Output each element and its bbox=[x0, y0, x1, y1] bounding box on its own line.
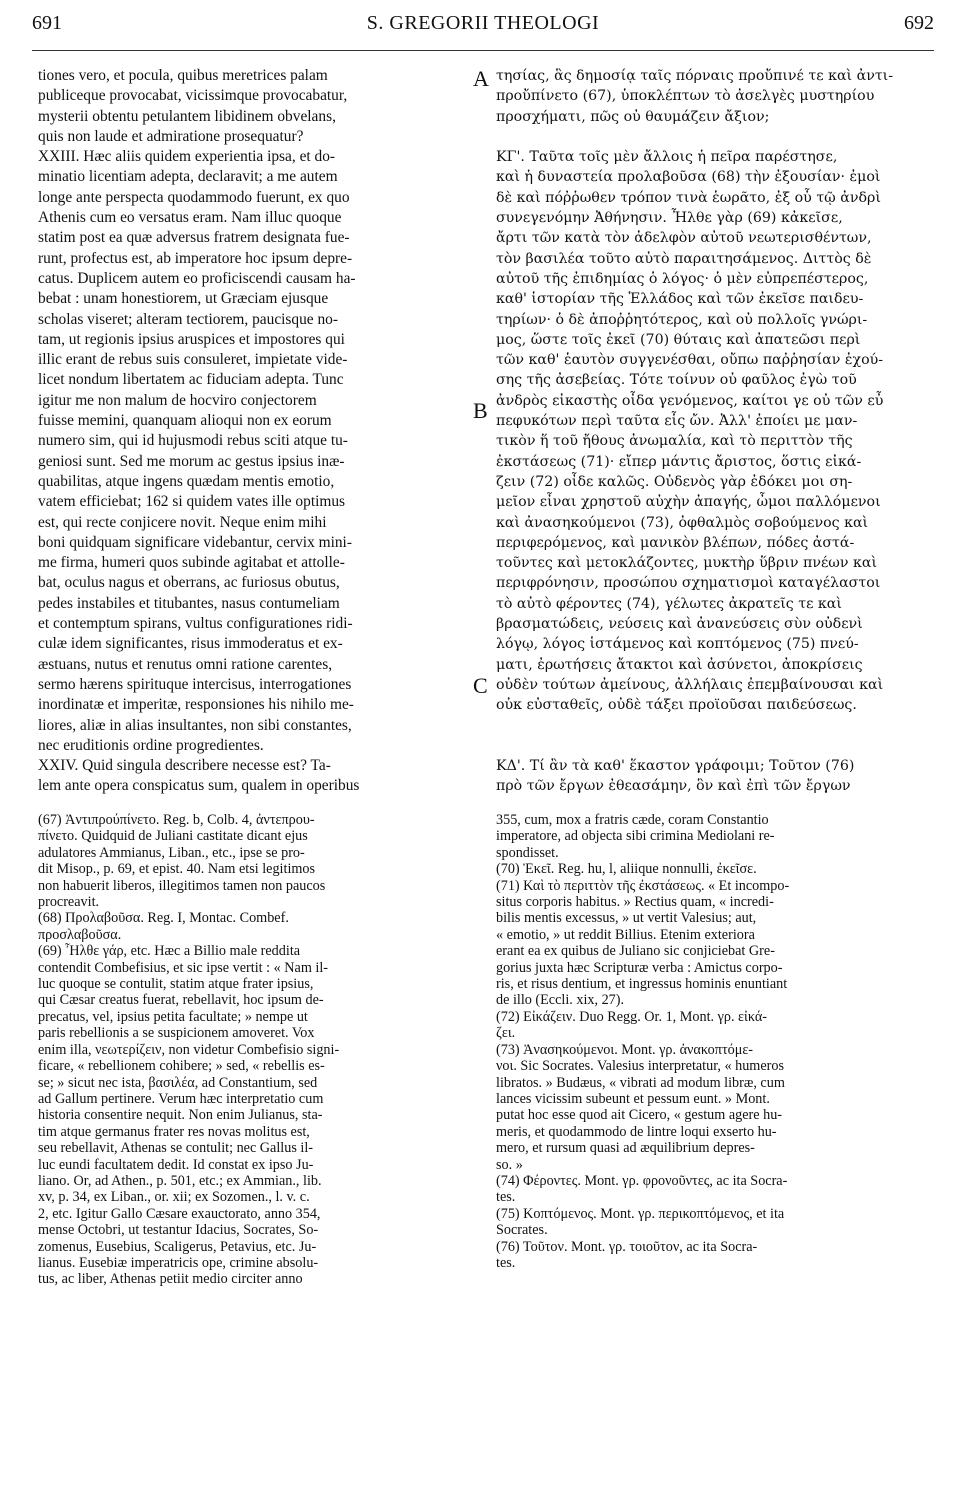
greek-line bbox=[496, 736, 932, 756]
greek-line: προσχήματι, πῶς οὐ θαυμάζειν ἄξιον; bbox=[496, 108, 770, 125]
footnote-line: xv, p. 34, ex Liban., or. xii; ex Sozomen., l. v. c. bbox=[38, 1189, 310, 1206]
latin-line: publiceque provocabat, vicissimque provocabatur, bbox=[38, 87, 348, 105]
margin-marker-b: B bbox=[473, 398, 488, 423]
footnote-line: (76) Τοῦτον. Mont. γρ. τοιοῦτον, ac ita Socra- bbox=[496, 1238, 758, 1255]
latin-line: XXIV. Quid singula describere necesse est? Ta- bbox=[38, 757, 331, 775]
greek-line: ἀνδρὸς εἰκαστὴς οἶδα γενόμενος, καίτοι γε οὐ τῶν εὖ bbox=[496, 392, 884, 409]
margin-marker-c: C bbox=[473, 673, 488, 698]
latin-line: longe ante perspecta quodammodo fuerunt, ex quo bbox=[38, 188, 350, 206]
footnote-line: adulatores Ammianus, Liban., etc., ipse se pro- bbox=[38, 844, 305, 861]
footnote-line: liano. Or, ad Athen., p. 501, etc.; ex Ammian., lib. bbox=[38, 1172, 322, 1189]
latin-line: lem ante opera conspicatus sum, qualem in operibus bbox=[38, 777, 360, 795]
greek-line: τηρίων· ὁ δὲ ἀποῤῥητότερος, καὶ οὐ πολλοῖς γνώρι- bbox=[496, 311, 868, 328]
footnotes-left-column bbox=[38, 812, 468, 1288]
footnote-line: lianus. Eusebiæ imperatricis ope, crimine absolu- bbox=[38, 1254, 319, 1271]
footnote-line: putat hoc esse quod ait Cicero, « gestum agere hu- bbox=[496, 1107, 783, 1124]
footnote-line: tim atque germanus frater res novas molitus est, bbox=[38, 1123, 310, 1140]
footnote-line: erant ea ex quibus de Juliano sic conjiciebat Gre- bbox=[496, 943, 775, 960]
footnote-line: tus, ac liber, Athenas petiit medio circiter anno bbox=[38, 1271, 303, 1288]
footnote-line: « emotio, » ut reddit Billius. Etenim exteriora bbox=[496, 926, 755, 943]
latin-line: tiones vero, et pocula, quibus meretrices palam bbox=[38, 67, 328, 84]
footnote-line: (73) Ἀνασηκούμενοι. Mont. γρ. ἀνακοπτόμε- bbox=[496, 1041, 754, 1058]
latin-line: runt, profectus est, ab imperatore hoc ipsum depre- bbox=[38, 249, 353, 267]
greek-line: ἐκστάσεως (71)· εἴπερ μάντις ἄριστος, ὅστις εἰκά- bbox=[496, 453, 862, 470]
greek-line: λόγῳ, λόγος ἱστάμενος καὶ κοπτόμενος (75) πνεύ- bbox=[496, 636, 859, 653]
latin-line: fuisse memini, quanquam alioqui non ex eorum bbox=[38, 412, 332, 430]
latin-text-column bbox=[38, 66, 468, 797]
footnote-line: seu rebellavit, Athenas se contulit; nec Gallus il- bbox=[38, 1140, 314, 1157]
latin-line: minatio licentiam adepta, declaravit; a me autem bbox=[38, 168, 338, 186]
greek-line: τῶν καθ' ἑαυτὸν συγγενέσθαι, οὔπω παῤῥησίαν ἐχού- bbox=[496, 352, 884, 369]
page-number-right: 692 bbox=[904, 12, 934, 34]
footnotes-right-column bbox=[496, 812, 932, 1271]
page-number-left: 691 bbox=[32, 12, 62, 34]
footnote-line: spondisset. bbox=[496, 844, 559, 861]
latin-line: quabilitas, atque ingens quædam mentis emotio, bbox=[38, 472, 335, 490]
greek-line: καθ' ἱστορίαν τῆς Ἑλλάδος καὶ τῶν ἐκεῖσε παιδευ- bbox=[496, 291, 864, 308]
footnote-line: qui Cæsar creatus fuerat, rebellavit, hoc ipsum de- bbox=[38, 992, 324, 1009]
greek-line: οὐδὲν τούτων ἀμείνους, ἀλλήλαις ἐπεμβαίνουσαι καὶ bbox=[496, 676, 884, 693]
latin-line: scholas viseret; alteram tectiorem, paucisque no- bbox=[38, 310, 339, 328]
footnote-line: luc eundi facultatem dedit. Id constat ex ipso Ju- bbox=[38, 1156, 314, 1173]
footnote-line: (71) Καὶ τὸ περιττὸν τῆς ἐκστάσεως. « Et incompo- bbox=[496, 877, 790, 894]
footnote-line: gorius juxta hæc Scripturæ verba : Amictus corpo- bbox=[496, 959, 783, 976]
greek-line: ΚΔ'. Τί ἂν τὰ καθ' ἕκαστον γράφοιμι; Τοῦτον (76) bbox=[496, 758, 855, 775]
footnote-line: situs corporis habitus. » Rectius quam, « incredi- bbox=[496, 894, 774, 911]
footnote-line: (67) Ἀντιπρούπίνετο. Reg. b, Colb. 4, ἀντεπρου- bbox=[38, 812, 315, 828]
latin-line: licet nondum libertatem ac fiduciam adepta. Tunc bbox=[38, 371, 344, 389]
footnote-line: dit Misop., p. 69, et epist. 40. Nam etsi legitimos bbox=[38, 861, 316, 878]
latin-line: boni quidquam significare videbantur, cervix mini- bbox=[38, 533, 352, 551]
latin-line: statim post ea quæ adversus fratrem designata fue- bbox=[38, 229, 350, 247]
footnote-line: 355, cum, mox a fratris cæde, coram Constantio bbox=[496, 812, 769, 828]
latin-line: mysterii obtentu petulantem libidinem obvelans, bbox=[38, 107, 336, 125]
greek-line: τὸ αὐτὸ φέροντες (74), γέλωτες ἀκρατεῖς τε καὶ bbox=[496, 595, 842, 612]
greek-line: περιφρόνησιν, προσώπου σχηματισμοὶ καταγέλαστοι bbox=[496, 575, 881, 592]
greek-line: τοῦντες καὶ μετοκλάζοντες, μυκτὴρ ὕβριν πνέων καὶ bbox=[496, 555, 878, 572]
greek-line: τικὸν ἥ τοῦ ἤθους ἀνωμαλία, καὶ τὸ περιττὸν τῆς bbox=[496, 433, 853, 450]
greek-line: πρὸ τῶν ἔργων ἐθεασάμην, ὃν καὶ ἐπὶ τῶν ἔργων bbox=[496, 778, 851, 795]
latin-line: me firma, humeri quos subinde agitabat et attolle- bbox=[38, 554, 345, 572]
page-title: S. GREGORII THEOLOGI bbox=[366, 12, 600, 34]
greek-line: προὔπίνετο (67), ὑποκλέπτων τὸ ἀσελγὲς μυστηρίου bbox=[496, 88, 875, 105]
footnote-line: νοι. Sic Socrates. Valesius interpretatur, « humeros bbox=[496, 1058, 784, 1075]
greek-line: τὸν βασιλέα τοῦτο αὐτὸ παραιτησάμενος. Διττὸς δὲ bbox=[496, 250, 872, 267]
latin-line: culæ idem significantes, risus immoderatus et ex- bbox=[38, 635, 343, 653]
footnote-line: (69) Ἦλθε γάρ, etc. Hæc a Billio male reddita bbox=[38, 943, 301, 960]
greek-line: ζειν (72) οἶδε καλῶς. Οὐδενὸς γὰρ ἐδόκει μοι ση- bbox=[496, 473, 853, 490]
footnote-line: de illo (Eccli. xix, 27). bbox=[496, 992, 625, 1009]
footnote-line: (74) Φέροντες. Mont. γρ. φρονοῦντες, ac ita Socra- bbox=[496, 1172, 788, 1189]
footnote-line: (68) Προλαβοῦσα. Reg. I, Montac. Combef. bbox=[38, 910, 289, 927]
latin-line: sermo hærens spirituque intercisus, interrogationes bbox=[38, 675, 352, 693]
footnote-line: se; » sicut nec ista, βασιλέα, ad Constantium, sed bbox=[38, 1074, 318, 1091]
latin-line: quis non laude et admiratione prosequatur? bbox=[38, 127, 304, 145]
latin-line: æstuans, nutus et renutus omni ratione carentes, bbox=[38, 655, 333, 673]
footnote-line: paris rebellionis a se suspicionem amoveret. Vox bbox=[38, 1025, 315, 1042]
footnote-line: zomenus, Eusebius, Scaligerus, Petavius, etc. Ju- bbox=[38, 1238, 317, 1255]
latin-line: igitur me non malum de hocviro conjectorem bbox=[38, 391, 317, 409]
footnote-line: historia consentire nequit. Non enim Julianus, sta- bbox=[38, 1107, 323, 1124]
greek-line: αὐτοῦ τῆς ἐπιδημίας ὁ λόγος· ὁ μὲν εὐπρεπέστερος, bbox=[496, 270, 869, 287]
greek-line: σης τῆς ἀσεβείας. Τότε τοίνυν οὐ φαῦλος ἐγὼ τοῦ bbox=[496, 372, 857, 389]
greek-line: βρασματώδεις, νεύσεις καὶ ἀνανεύσεις σὺν οὐδενὶ bbox=[496, 616, 863, 633]
footnote-line: procreavit. bbox=[38, 894, 100, 911]
greek-line: ΚΓ'. Ταῦτα τοῖς μὲν ἄλλοις ἡ πεῖρα παρέστησε, bbox=[496, 149, 838, 166]
latin-line: liores, aliæ in alias insultantes, non sibi constantes, bbox=[38, 716, 352, 734]
greek-line: οὐκ εὐσταθεῖς, οὐδὲ τάξει προϊοῦσαι παιδεύσεως. bbox=[496, 697, 857, 714]
greek-line bbox=[496, 127, 932, 147]
footnote-line: bilis mentis excessus, » ut vertit Valesius; aut, bbox=[496, 910, 757, 927]
footnote-line: lances vicissim subeunt et pessum eunt. » Mont. bbox=[496, 1090, 770, 1107]
running-header bbox=[32, 12, 934, 40]
latin-line: est, qui recte conjicere novit. Neque enim mihi bbox=[38, 513, 327, 531]
latin-line: Athenis cum eo versatus eram. Nam illuc quoque bbox=[38, 209, 342, 227]
greek-line: ματι, ἐρωτήσεις ἄτακτοι καὶ ἀσύνετοι, ἀποκρίσεις bbox=[496, 656, 863, 673]
latin-line: pedes instabiles et titubantes, nasus contumeliam bbox=[38, 594, 340, 612]
footnote-line: (72) Εἰκάζειν. Duo Regg. Or. 1, Mont. γρ. εἰκά- bbox=[496, 1008, 768, 1025]
latin-line: XXIII. Hæc aliis quidem experientia ipsa, et do- bbox=[38, 148, 336, 166]
greek-line: περιφερόμενος, καὶ μανικὸν βλέπων, πόδες ἀστά- bbox=[496, 534, 855, 551]
footnote-line: ad Gallum pertinere. Verum hæc interpretatio cum bbox=[38, 1090, 324, 1107]
footnote-line: non habuerit liberos, illegitimos tamen non paucos bbox=[38, 877, 326, 894]
greek-line: καὶ ἀνασηκούμενοι (73), ὀφθαλμὸς σοβούμενος καὶ bbox=[496, 514, 869, 531]
footnote-line: 2, etc. Igitur Gallo Cæsare exauctorato, anno 354, bbox=[38, 1205, 321, 1222]
latin-line: et contemptum spirans, vultus configurationes ridi- bbox=[38, 615, 353, 633]
latin-line: nec eruditionis ordine progredientes. bbox=[38, 736, 264, 754]
greek-line: δὲ καὶ πόῤῥωθεν τρόπον τινὰ ἑωρᾶτο, ἐξ οὗ τῷ ἀνδρὶ bbox=[496, 189, 881, 206]
footnote-line: (75) Κοπτόμενος. Mont. γρ. περικοπτόμενος, et ita bbox=[496, 1205, 785, 1222]
latin-line: bat, oculus nagus et oberrans, ac furiosus obutus, bbox=[38, 574, 340, 592]
greek-text-column bbox=[496, 66, 932, 797]
greek-line: πεφυκότων περὶ ταῦτα εἷς ὤν. Ἀλλ' ἐποίει με μαν- bbox=[496, 413, 858, 430]
footnote-line: imperatore, ad objecta sibi crimina Mediolani re- bbox=[496, 828, 775, 845]
greek-line bbox=[496, 716, 932, 736]
greek-line: ἄρτι τῶν κατὰ τὸν ἀδελφὸν αὐτοῦ νεωτερισθέντων, bbox=[496, 230, 872, 247]
footnote-line: (70) Ἐκεῖ. Reg. hu, l, aliique nonnulli, ἐκεῖσε. bbox=[496, 861, 757, 878]
footnote-line: enim illa, νεωτερίζειν, non videtur Combefisio signi- bbox=[38, 1041, 340, 1058]
latin-line: tam, ut regionis ipsius aruspices et impostores qui bbox=[38, 330, 345, 348]
greek-line: τησίας, ἃς δημοσίᾳ ταῖς πόρναις προὔπινέ τε καὶ ἀντι- bbox=[496, 68, 894, 84]
footnote-line: meris, et quodammodo de lintre loqui exserto hu- bbox=[496, 1123, 777, 1140]
latin-line: geniosi sunt. Sed me morum ac gestus ipsius inæ- bbox=[38, 452, 345, 470]
footnote-line: contendit Combefisius, et sic ipse vertit : « Nam il- bbox=[38, 959, 329, 976]
greek-line: μος, ὥστε τοῖς ἐκεῖ (70) θύταις καὶ ἀπατεῶσι περὶ bbox=[496, 331, 861, 348]
latin-line: numero sim, qui id hujusmodi rebus sciti atque tu- bbox=[38, 432, 348, 450]
footnote-line: ficare, « rebellionem cohibere; » sed, « rebellis es- bbox=[38, 1058, 325, 1075]
footnote-line: mense Octobri, ut testantur Idacius, Socrates, So- bbox=[38, 1222, 319, 1239]
latin-line: illic erant de rebus suis consuleret, impietate vide- bbox=[38, 351, 348, 369]
footnote-line: πίνετο. Quidquid de Juliani castitate dicant ejus bbox=[38, 828, 308, 845]
latin-line: inordinatæ et imperitæ, responsiones his nihilo me- bbox=[38, 696, 354, 714]
footnote-line: mero, et rursum quasi ad æquilibrium depres- bbox=[496, 1140, 755, 1157]
latin-line: catus. Duplicem autem eo proficiscendi causam ha- bbox=[38, 269, 356, 287]
greek-line: καὶ ἡ δυναστεία προλαβοῦσα (68) τὴν ἐξουσίαν· ἐμοὶ bbox=[496, 169, 881, 186]
footnote-line: Socrates. bbox=[496, 1222, 548, 1239]
footnote-line: luc quoque se contulit, statim atque frater ipsius, bbox=[38, 976, 314, 993]
margin-marker-a: A bbox=[473, 66, 489, 91]
footnote-line: tes. bbox=[496, 1254, 516, 1271]
footnote-line: so. » bbox=[496, 1156, 523, 1173]
header-rule bbox=[32, 50, 934, 51]
footnote-line: precatus, vel, ipsius petita facultate; » nempe ut bbox=[38, 1008, 308, 1025]
greek-line: μεῖον εἶναι χρηστοῦ αὐχὴν ἀπαγής, ὦμοι παλλόμενοι bbox=[496, 494, 881, 511]
latin-line: bebat : unam honestiorem, ut Græciam ejusque bbox=[38, 290, 329, 308]
footnote-line: libratos. » Budæus, « vibrati ad modum libræ, cum bbox=[496, 1074, 785, 1091]
footnote-line: tes. bbox=[496, 1189, 516, 1206]
footnote-line: ζει. bbox=[496, 1025, 516, 1042]
footnote-line: προσλαβοῦσα. bbox=[38, 926, 122, 943]
footnote-line: ris, et risus dentium, et ingressus hominis enuntiant bbox=[496, 976, 788, 993]
latin-line: vatem efficiebat; 162 si quidem vates ille optimus bbox=[38, 493, 346, 511]
greek-line: συνεγενόμην Ἀθήνησιν. Ἦλθε γὰρ (69) κἀκεῖσε, bbox=[496, 210, 843, 227]
